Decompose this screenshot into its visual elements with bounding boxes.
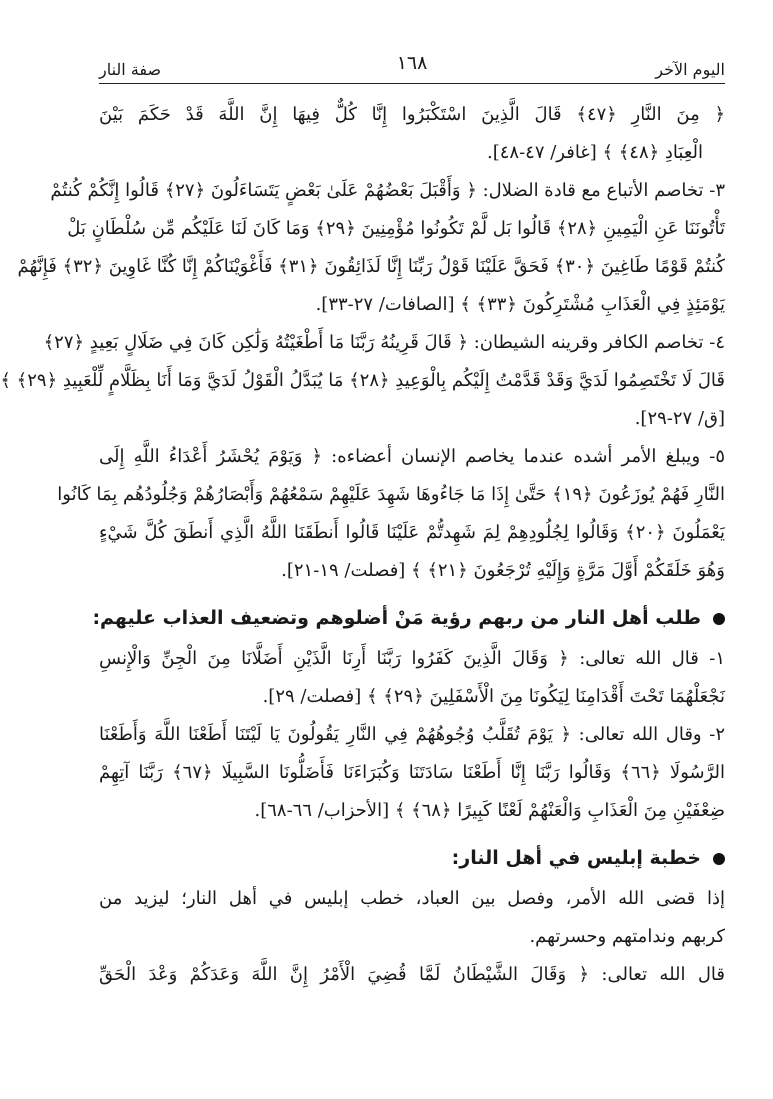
text-line: ٣- تخاصم الأتباع مع قادة الضلال: ﴿ وَأَقْبَلَ بَعْضُهُمْ عَلَىٰ بَعْضٍ يَتَسَاءَلُونَ ﴿٢٧﴾ قَالُوا إِنَّكُمْ كُنتُمْ	[50, 180, 725, 201]
text-line: يَوْمَئِذٍ فِي الْعَذَابِ مُشْتَرِكُونَ ﴿٣٣﴾ ﴾ [الصافات/ ٢٧-٣٣].	[315, 294, 725, 315]
text-line: كُنتُمْ قَوْمًا طَاغِينَ ﴿٣٠﴾ فَحَقَّ عَلَيْنَا قَوْلُ رَبِّنَا إِنَّا لَذَائِقُونَ ﴿٣١﴾ فَأَغْوَيْنَاكُمْ إِنَّا كُنَّا غَاوِينَ ﴿٣٢﴾ فَإِنَّهُمْ	[17, 256, 725, 277]
text-line: ضِعْفَيْنِ مِنَ الْعَذَابِ وَالْعَنْهُمْ لَعْنًا كَبِيرًا ﴿٦٨﴾ ﴾ [الأحزاب/ ٦٦-٦٨].	[254, 800, 725, 821]
section-heading-text: طلب أهل النار من ربهم رؤية مَنْ أضلوهم وتضعيف العذاب عليهم:	[92, 607, 701, 629]
text-line: ﴿ مِنَ النَّارِ ﴿٤٧﴾ قَالَ الَّذِينَ اسْتَكْبَرُوا إِنَّا كُلٌّ فِيهَا إِنَّ اللَّهَ قَدْ حَكَمَ بَيْنَ	[99, 104, 725, 125]
text-line: الْعِبَادِ ﴿٤٨﴾ ﴾ [غافر/ ٤٧-٤٨].	[486, 142, 703, 163]
header-rule	[99, 83, 725, 84]
text-line: ٤- تخاصم الكافر وقرينه الشيطان: ﴿ قَالَ قَرِينُهُ رَبَّنَا مَا أَطْغَيْتُهُ وَلَٰكِن كَانَ فِي ضَلَالٍ بَعِيدٍ ﴿٢٧﴾	[43, 332, 725, 353]
page-number: ١٦٨	[396, 52, 428, 74]
text-line: الرَّسُولَا ﴿٦٦﴾ وَقَالُوا رَبَّنَا إِنَّا أَطَعْنَا سَادَتَنَا وَكُبَرَاءَنَا فَأَضَلُّونَا السَّبِيلَا ﴿٦٧﴾ رَبَّنَا آتِهِمْ	[99, 762, 725, 783]
bullet-icon	[713, 853, 725, 865]
text-line: يَعْمَلُونَ ﴿٢٠﴾ وَقَالُوا لِجُلُودِهِمْ لِمَ شَهِدتُّمْ عَلَيْنَا قَالُوا أَنطَقَنَا اللَّهُ الَّذِي أَنطَقَ كُلَّ شَيْءٍ	[99, 522, 725, 543]
text-line: قَالَ لَا تَخْتَصِمُوا لَدَيَّ وَقَدْ قَدَّمْتُ إِلَيْكُم بِالْوَعِيدِ ﴿٢٨﴾ مَا يُبَدَّلُ الْقَوْلُ لَدَيَّ وَمَا أَنَا بِظَلَّامٍ لِّلْعَبِيدِ ﴿٢٩﴾ ﴾	[0, 370, 725, 391]
text-line: وَهُوَ خَلَقَكُمْ أَوَّلَ مَرَّةٍ وَإِلَيْهِ تُرْجَعُونَ ﴿٢١﴾ ﴾ [فصلت/ ١٩-٢١].	[281, 560, 725, 581]
text-line: النَّارِ فَهُمْ يُوزَعُونَ ﴿١٩﴾ حَتَّىٰ إِذَا مَا جَاءُوهَا شَهِدَ عَلَيْهِمْ سَمْعُهُمْ وَأَبْصَارُهُمْ وَجُلُودُهُم بِمَا كَانُوا	[57, 484, 725, 505]
text-line: قال الله تعالى: ﴿ وَقَالَ الشَّيْطَانُ لَمَّا قُضِيَ الْأَمْرُ إِنَّ اللَّهَ وَعَدَكُمْ وَعْدَ الْحَقِّ	[99, 964, 725, 985]
text-line: ١- قال الله تعالى: ﴿ وَقَالَ الَّذِينَ كَفَرُوا رَبَّنَا أَرِنَا الَّذَيْنِ أَضَلَّانَا مِنَ الْجِنِّ وَالْإِنسِ	[99, 648, 725, 669]
text-line: ٥- ويبلغ الأمر أشده عندما يخاصم الإنسان أعضاءه: ﴿ وَيَوْمَ يُحْشَرُ أَعْدَاءُ اللَّهِ إِلَى	[99, 446, 725, 467]
section-heading	[99, 836, 725, 880]
text-line: نَجْعَلْهُمَا تَحْتَ أَقْدَامِنَا لِيَكُونَا مِنَ الْأَسْفَلِينَ ﴿٢٩﴾ ﴾ [فصلت/ ٢٩].	[262, 686, 725, 707]
section-heading-text: خطبة إبليس في أهل النار:	[451, 847, 701, 869]
text-line: [ق/ ٢٧-٢٩].	[634, 408, 725, 429]
bullet-icon	[713, 613, 725, 625]
section-heading	[92, 596, 725, 640]
header-book-title: اليوم الآخر	[655, 60, 725, 79]
text-line: ٢- وقال الله تعالى: ﴿ يَوْمَ تُقَلَّبُ وُجُوهُهُمْ فِي النَّارِ يَقُولُونَ يَا لَيْتَنَا أَطَعْنَا اللَّهَ وَأَطَعْنَا	[99, 724, 725, 745]
header-chapter-title: صفة النار	[99, 60, 162, 79]
running-header	[99, 52, 725, 82]
text-line: تَأْتُونَنَا عَنِ الْيَمِينِ ﴿٢٨﴾ قَالُوا بَل لَّمْ تَكُونُوا مُؤْمِنِينَ ﴿٢٩﴾ وَمَا كَانَ لَنَا عَلَيْكُم مِّن سُلْطَانٍ بَلْ	[67, 218, 725, 239]
text-line: كربهم وندامتهم وحسرتهم.	[529, 926, 725, 947]
page-body	[0, 96, 725, 994]
text-line: إذا قضى الله الأمر، وفصل بين العباد، خطب إبليس في أهل النار؛ ليزيد من	[99, 888, 725, 909]
